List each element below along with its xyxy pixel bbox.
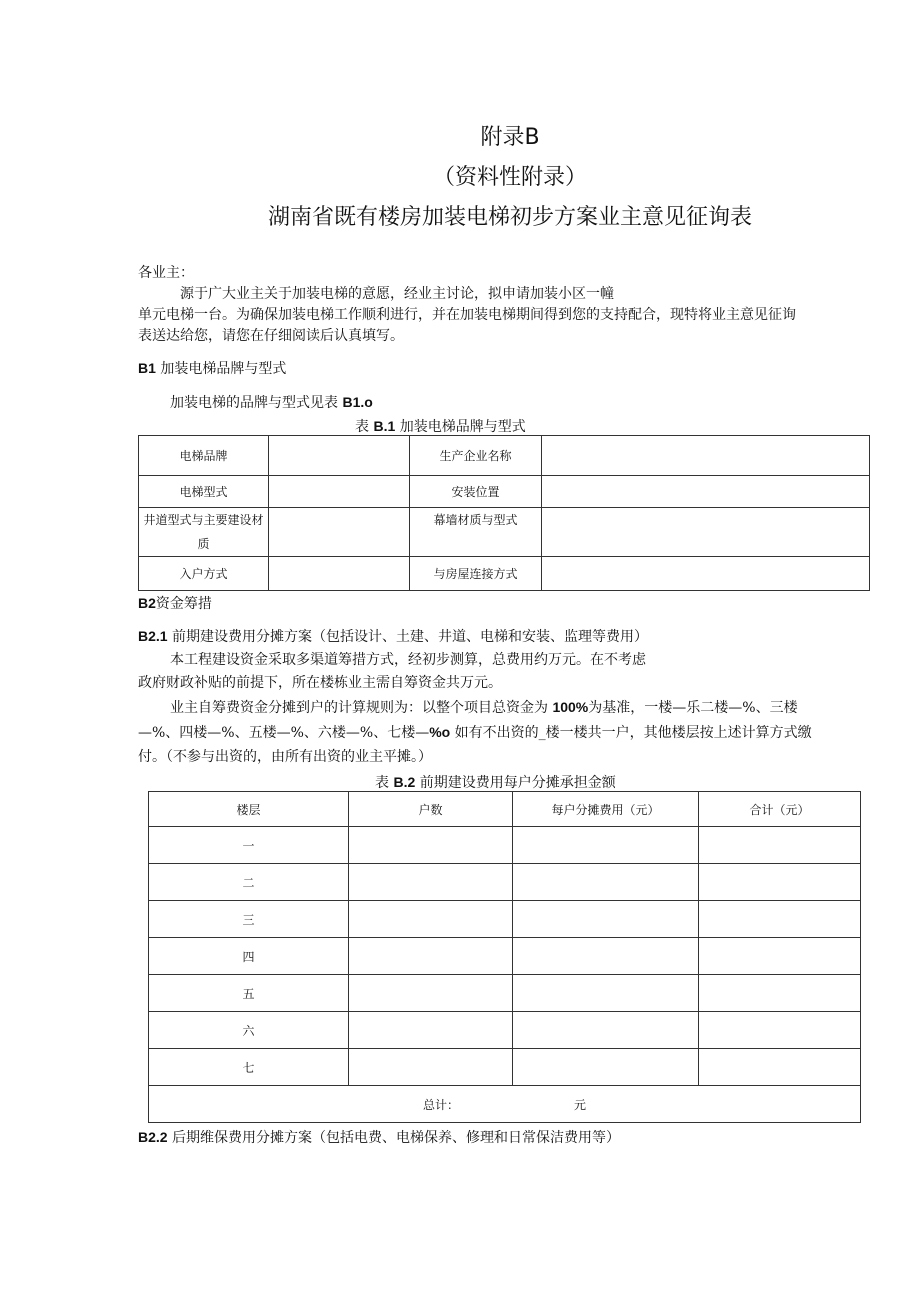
per-household-fee-cell[interactable]: [513, 1049, 699, 1086]
b1-text: 加装电梯的品牌与型式见表 B1.o: [170, 394, 373, 411]
table-b1: 电梯品牌 生产企业名称 电梯型式 安装位置 井道型式与主要建设材质 幕墙材质与型式 入户方式 与房屋连接方式: [138, 435, 870, 591]
subtotal-cell[interactable]: [699, 1049, 861, 1086]
households-cell[interactable]: [349, 975, 513, 1012]
table-row: [149, 1012, 861, 1049]
table-b1-caption: 表 B.1 加装电梯品牌与型式: [355, 418, 526, 435]
intro-line: 源于广大业主关于加装电梯的意愿，经业主讨论，拟申请加装小区一幢: [180, 286, 614, 302]
subtotal-cell[interactable]: [699, 901, 861, 938]
table-row: [149, 901, 861, 938]
floor-label: 三: [149, 901, 349, 938]
floor-label: 六: [149, 1012, 349, 1049]
floor-label: 五: [149, 975, 349, 1012]
input-cell[interactable]: [269, 508, 410, 557]
households-cell[interactable]: [349, 864, 513, 901]
input-cell[interactable]: [542, 508, 870, 557]
per-household-fee-cell[interactable]: [513, 864, 699, 901]
intro-line: 单元电梯一台。为确保加装电梯工作顺利进行，并在加装电梯期间得到您的支持配合，现特将业主意见征询: [138, 307, 796, 323]
households-cell[interactable]: [349, 1049, 513, 1086]
total-row: 总计： 元: [149, 1086, 861, 1123]
floor-label: 七: [149, 1049, 349, 1086]
table-row: [149, 975, 861, 1012]
floor-label: 四: [149, 938, 349, 975]
b21-line: 付。（不参与出资的，由所有出资的业主平摊。）: [138, 749, 432, 765]
per-household-fee-cell[interactable]: [513, 938, 699, 975]
per-household-fee-cell[interactable]: [513, 901, 699, 938]
subtotal-cell[interactable]: [699, 827, 861, 864]
appendix-title: 附录B: [480, 125, 540, 150]
appendix-subtitle: （资料性附录）: [432, 165, 587, 190]
input-cell[interactable]: [542, 476, 870, 508]
b21-line: 本工程建设资金采取多渠道筹措方式，经初步测算，总费用约万元。在不考虑: [170, 652, 646, 668]
input-cell[interactable]: [269, 557, 410, 591]
subtotal-cell[interactable]: [699, 864, 861, 901]
b21-line: 政府财政补贴的前提下，所在楼栋业主需自筹资金共万元。: [138, 675, 502, 691]
section-b2-heading: B2资金筹措: [138, 595, 212, 612]
subtotal-cell[interactable]: [699, 975, 861, 1012]
form-title: 湖南省既有楼房加装电梯初步方案业主意见征询表: [267, 205, 752, 230]
intro-line: 表送达给您，请您在仔细阅读后认真填写。: [138, 328, 404, 344]
floor-label: 二: [149, 864, 349, 901]
b21-line: 业主自筹费资金分摊到户的计算规则为：以整个项目总资金为 100%为基准，一楼—乐二楼—%、三楼: [170, 699, 798, 716]
households-cell[interactable]: [349, 938, 513, 975]
salutation: 各业主：: [138, 265, 194, 281]
table-row: [149, 864, 861, 901]
table-row: [149, 1049, 861, 1086]
subtotal-cell[interactable]: [699, 938, 861, 975]
subtotal-cell[interactable]: [699, 1012, 861, 1049]
input-cell[interactable]: [269, 476, 410, 508]
table-b2: 楼层 户数 每户分摊费用（元） 合计（元） 一 二 三 四 五 六 七 总计： 元: [148, 791, 861, 1123]
section-b1-heading: B1 加装电梯品牌与型式: [138, 360, 287, 377]
per-household-fee-cell[interactable]: [513, 975, 699, 1012]
input-cell[interactable]: [269, 436, 410, 476]
table-b2-caption: 表 B.2 前期建设费用每户分摊承担金额: [375, 774, 616, 791]
section-b22-heading: B2.2 后期维保费用分摊方案（包括电费、电梯保养、修理和日常保洁费用等）: [138, 1129, 621, 1146]
input-cell[interactable]: [542, 557, 870, 591]
floor-label: 一: [149, 827, 349, 864]
per-household-fee-cell[interactable]: [513, 1012, 699, 1049]
table-row: [149, 827, 861, 864]
households-cell[interactable]: [349, 827, 513, 864]
input-cell[interactable]: [542, 436, 870, 476]
section-b21-heading: B2.1 前期建设费用分摊方案（包括设计、土建、井道、电梯和安装、监理等费用）: [138, 628, 649, 645]
table-row: [149, 938, 861, 975]
per-household-fee-cell[interactable]: [513, 827, 699, 864]
b21-line: —%、四楼—%、五楼—%、六楼—%、七楼—%o 如有不出资的_楼一楼共一户，其他楼层按上述计算方式缴: [138, 724, 812, 741]
households-cell[interactable]: [349, 1012, 513, 1049]
households-cell[interactable]: [349, 901, 513, 938]
